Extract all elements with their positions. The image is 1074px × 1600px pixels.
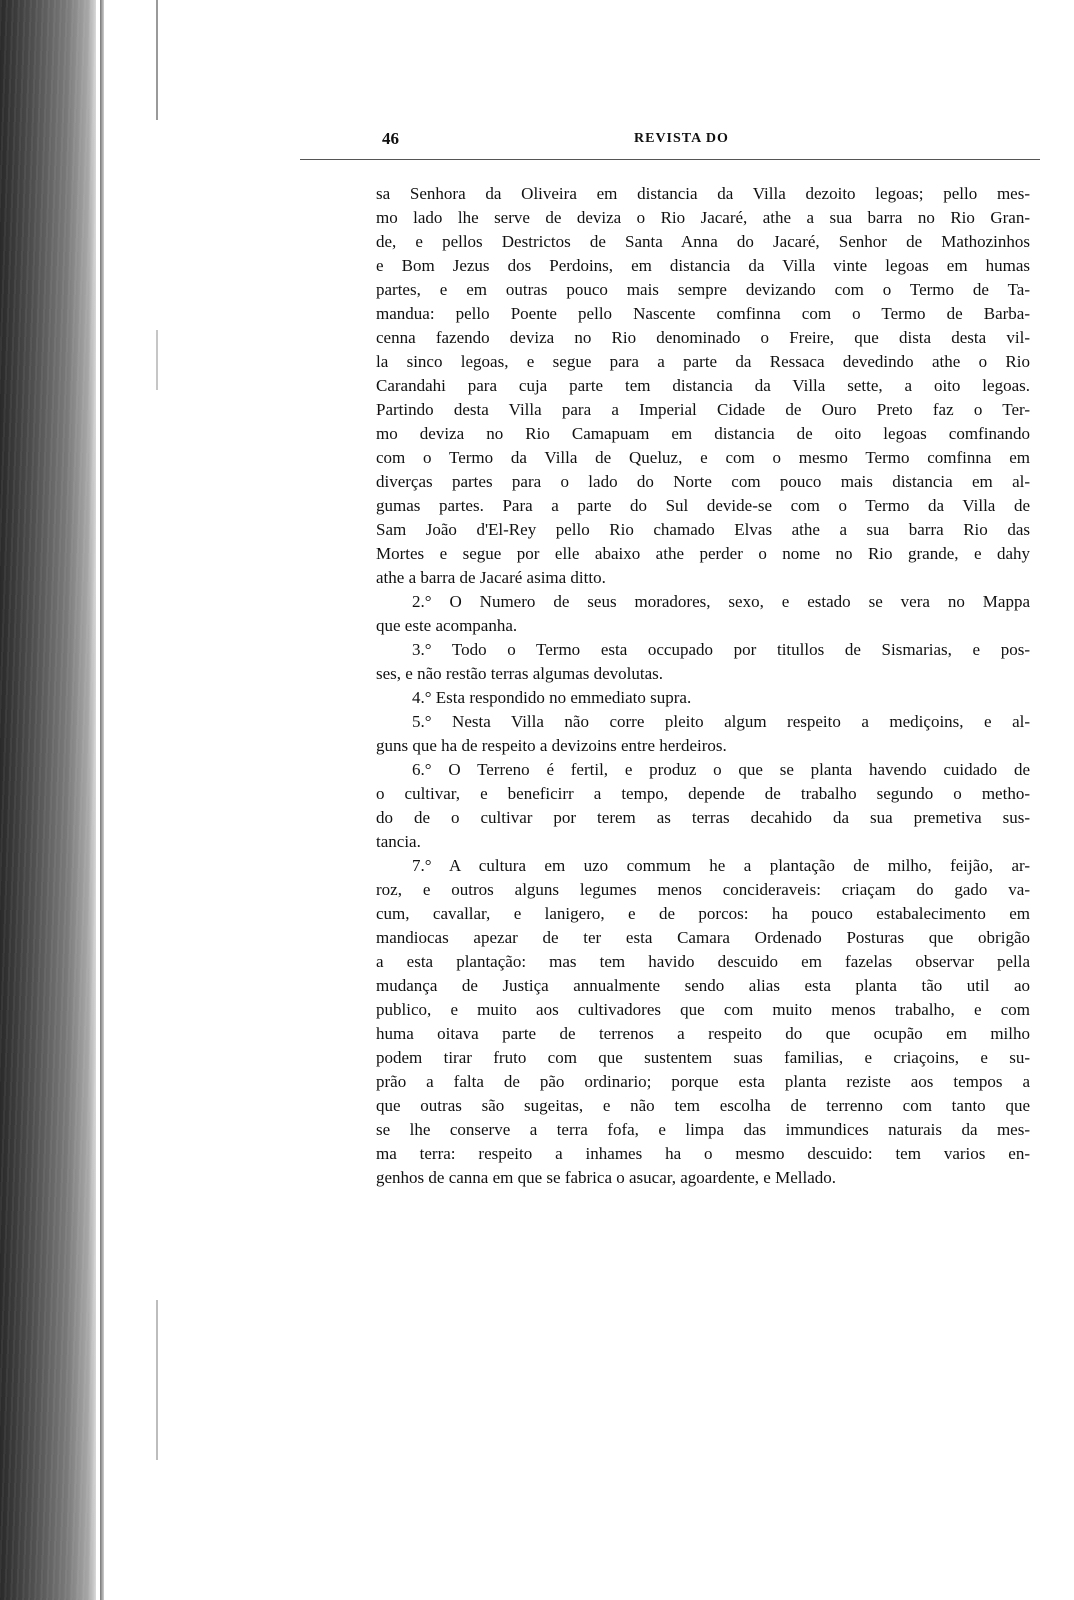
paragraph-5-line: 5.° Nesta Villa não corre pleito algum respeito a mediçoins, e al- (412, 712, 1030, 731)
text-line: que este acompanha. (376, 616, 518, 635)
text-line: gumas partes. Para a parte do Sul devide-se com o Termo da Villa de (376, 496, 1030, 515)
text-line: a esta plantação: mas tem havido descuido em fazelas observar pella (376, 952, 1030, 971)
paragraph-2-line: 2.° O Numero de seus moradores, sexo, e estado se vera no Mappa (412, 592, 1030, 611)
page-number: 46 (382, 129, 399, 148)
text-line: de, e pellos Destrictos de Santa Anna do Jacaré, Senhor de Mathozinhos (376, 232, 1030, 251)
text-line: roz, e outros alguns legumes menos concideraveis: criaçam do gado va- (376, 880, 1030, 899)
text-line: cum, cavallar, e lanigero, e de porcos: ha pouco estabalecimento em (376, 904, 1030, 923)
text-line: prão a falta de pão ordinario; porque esta planta reziste aos tempos a (376, 1072, 1030, 1091)
text-line: e Bom Jezus dos Perdoins, em distancia da Villa vinte legoas em humas (376, 256, 1030, 275)
text-line: mo lado lhe serve de deviza o Rio Jacaré, athe a sua barra no Rio Gran- (376, 208, 1030, 227)
text-line: Mortes e segue por elle abaixo athe perder o nome no Rio grande, e dahy (376, 544, 1030, 563)
text-line: mudança de Justiça annualmente sendo alias esta planta tão util ao (376, 976, 1030, 995)
book-binding-shadow (0, 0, 96, 1600)
text-line: guns que ha de respeito a devizoins entre herdeiros. (376, 736, 727, 755)
text-line: ses, e não restão terras algumas devolutas. (376, 664, 664, 683)
paragraph-4-line: 4.° Esta respondido no emmediato supra. (412, 688, 692, 707)
header-divider (300, 159, 1040, 160)
text-line: Sam João d'El-Rey pello Rio chamado Elvas athe a sua barra Rio das (376, 520, 1030, 539)
text-line: com o Termo da Villa de Queluz, e com o mesmo Termo comfinna em (376, 448, 1030, 467)
binding-edge (100, 0, 104, 1600)
text-line: mo deviza no Rio Camapuam em distancia de oito legoas comfinando (376, 424, 1030, 443)
text-line: publico, e muito aos cultivadores que com muito menos trabalho, e com (376, 1000, 1030, 1019)
text-line: tancia. (376, 832, 421, 851)
text-line: mandua: pello Poente pello Nascente comfinna com o Termo de Barba- (376, 304, 1030, 323)
text-line: genhos de canna em que se fabrica o asucar, agoardente, e Mellado. (376, 1168, 836, 1187)
text-line: do de o cultivar por terem as terras decahido da sua premetiva sus- (376, 808, 1030, 827)
text-line: mandiocas apezar de ter esta Camara Ordenado Posturas que obrigão (376, 928, 1030, 947)
text-line: la sinco legoas, e segue para a parte da Ressaca devedindo athe o Rio (376, 352, 1030, 371)
margin-mark (156, 0, 158, 120)
text-line: athe a barra de Jacaré asima ditto. (376, 568, 606, 587)
text-line: cenna fazendo deviza no Rio denominado o Freire, que dista desta vil- (376, 328, 1030, 347)
text-line: que outras são sugeitas, e não tem escolha de terrenno com tanto que (376, 1096, 1030, 1115)
text-line: ma terra: respeito a inhames ha o mesmo descuido: tem varios en- (376, 1144, 1030, 1163)
running-head: REVISTA DO (634, 131, 729, 146)
text-line: huma oitava parte de terrenos a respeito do que ocupão em milho (376, 1024, 1030, 1043)
page-body (376, 182, 1030, 1190)
text-line: se lhe conserve a terra fofa, e limpa das immundices naturais da mes- (376, 1120, 1030, 1139)
page-header (382, 129, 1032, 159)
text-line: Carandahi para cuja parte tem distancia da Villa sette, a oito legoas. (376, 376, 1030, 395)
text-line: o cultivar, e beneficirr a tempo, depende de trabalho segundo o metho- (376, 784, 1030, 803)
paragraph-6-line: 6.° O Terreno é fertil, e produz o que se planta havendo cuidado de (412, 760, 1030, 779)
text-line: sa Senhora da Oliveira em distancia da Villa dezoito legoas; pello mes- (376, 184, 1030, 203)
paragraph-3-line: 3.° Todo o Termo esta occupado por titullos de Sismarias, e pos- (412, 640, 1030, 659)
margin-mark (156, 1300, 158, 1460)
text-line: partes, e em outras pouco mais sempre devizando com o Termo de Ta- (376, 280, 1030, 299)
text-line: diverças partes para o lado do Norte com pouco mais distancia em al- (376, 472, 1030, 491)
text-line: Partindo desta Villa para a Imperial Cidade de Ouro Preto faz o Ter- (376, 400, 1030, 419)
margin-mark (156, 330, 158, 390)
paragraph-7-line: 7.° A cultura em uzo commum he a plantação de milho, feijão, ar- (412, 856, 1030, 875)
text-line: podem tirar fruto com que sustentem suas familias, e criaçoins, e su- (376, 1048, 1030, 1067)
